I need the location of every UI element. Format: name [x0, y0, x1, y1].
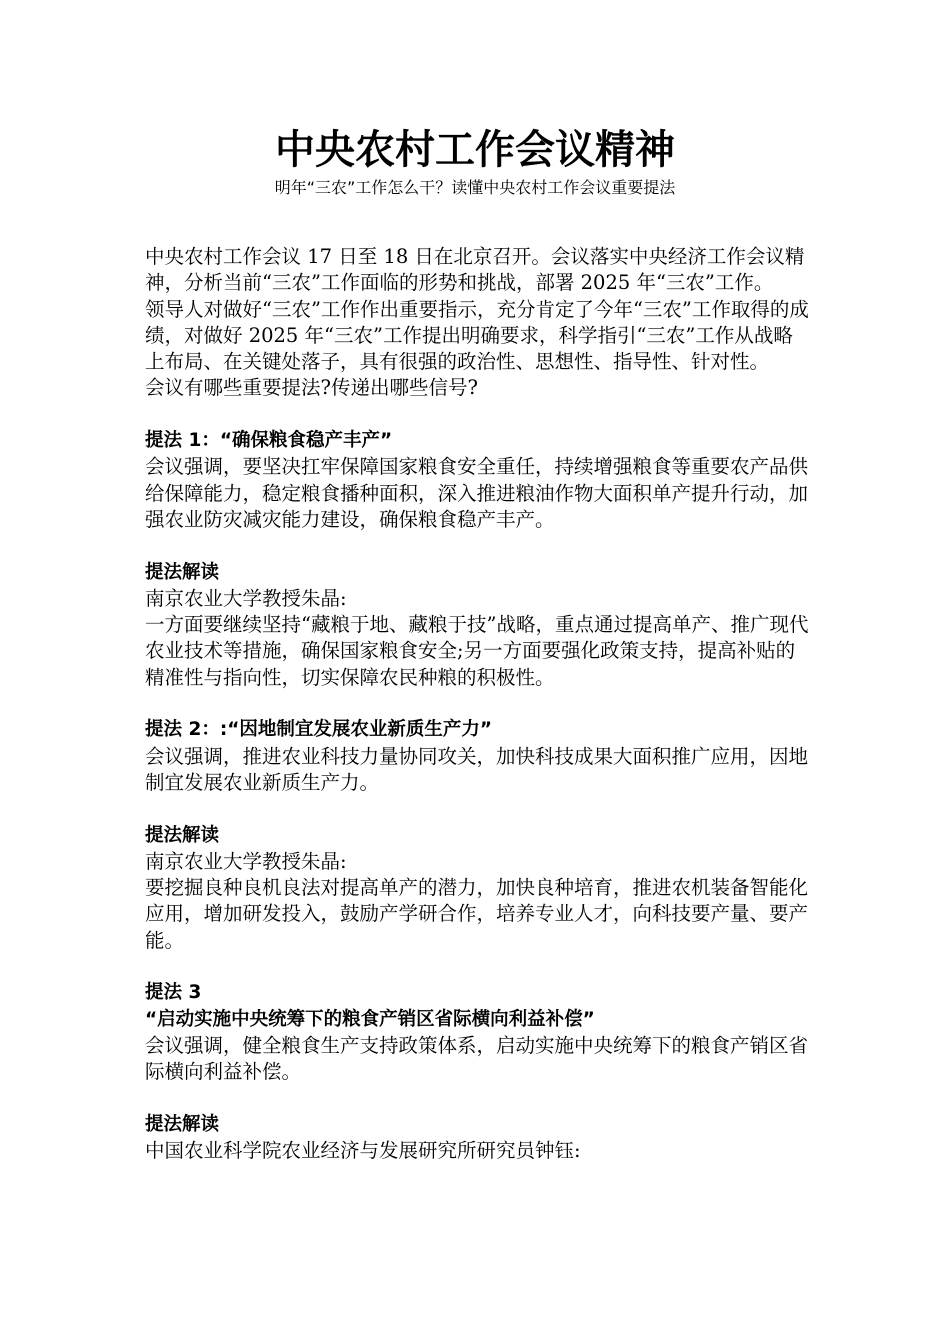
intro-paragraph: 中央农村工作会议 17 日至 18 日在北京召开。会议落实中央经济工作会议精神，分析当前“三农”工作面临的形势和挑战，部署 2025 年“三农”工作。 — [145, 245, 805, 295]
page-subtitle: 明年“三农”工作怎么干？读懂中央农村工作会议重要提法 — [274, 178, 676, 197]
point-3-heading-title: “启动实施中央统筹下的粮食产销区省际横向利益补偿” — [145, 1008, 595, 1030]
point-3-interpretation-heading: 提法解读 — [145, 1113, 220, 1135]
point-2-interpretation-heading: 提法解读 — [145, 824, 220, 846]
point-2-interpretation-text: 要挖掘良种良机良法对提高单产的潜力，加快良种培育，推进农机装备智能化应用，增加研发投入，鼓励产学研合作，培养专业人才，向科技要产量、要产能。 — [145, 876, 809, 952]
point-3-expert: 中国农业科学院农业经济与发展研究所研究员钟钰: — [145, 1139, 581, 1163]
intro-paragraph: 会议有哪些重要提法?传递出哪些信号? — [145, 376, 478, 400]
point-1-interpretation-text: 一方面要继续坚持“藏粮于地、藏粮于技”战略，重点通过提高单产、推广现代农业技术等措施，确保国家粮食安全;另一方面要强化政策支持，提高补贴的精准性与指向性，切实保障农民种粮的积极性。 — [145, 613, 809, 689]
point-2-heading: 提法 2：:“因地制宜发展农业新质生产力” — [145, 719, 493, 741]
point-2-expert: 南京农业大学教授朱晶: — [145, 849, 347, 873]
point-1-expert: 南京农业大学教授朱晶: — [145, 586, 347, 610]
point-2-text: 会议强调，推进农业科技力量协同攻关，加快科技成果大面积推广应用，因地制宜发展农业新质生产力。 — [145, 744, 809, 794]
point-1-interpretation-heading: 提法解读 — [145, 561, 220, 583]
point-1-text: 会议强调，要坚决扛牢保障国家粮食安全重任，持续增强粮食等重要农产品供给保障能力，稳定粮食播种面积，深入推进粮油作物大面积单产提升行动，加强农业防灾减灾能力建设，确保粮食稳产丰产。 — [145, 455, 809, 531]
point-3-text: 会议强调，健全粮食生产支持政策体系，启动实施中央统筹下的粮食产销区省际横向利益补偿。 — [145, 1033, 809, 1084]
intro-paragraph: 领导人对做好“三农”工作作出重要指示，充分肯定了今年“三农”工作取得的成绩，对做好 2025 年“三农”工作提出明确要求，科学指引“三农”工作从战略上布局、在关键处落子，具有很强的政治性、思想性、指导性、针对性。 — [145, 297, 809, 374]
point-1-heading: 提法 1：“确保粮食稳产丰产” — [145, 430, 393, 452]
article-body — [145, 244, 810, 1164]
page-title: 中央农村工作会议精神 — [275, 127, 675, 173]
point-3-heading: 提法 3 — [145, 982, 202, 1004]
